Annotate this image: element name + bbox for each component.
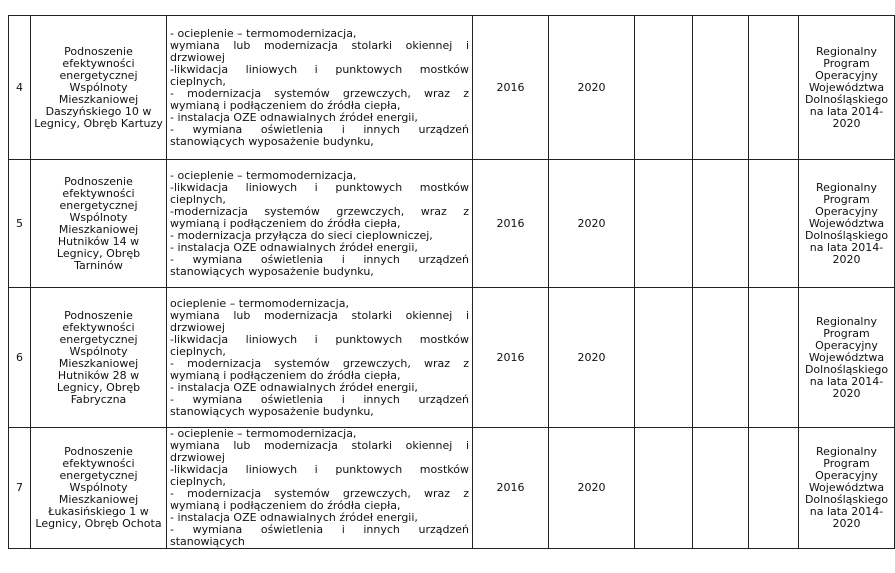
row-number: 5	[9, 160, 31, 288]
project-name: Podnoszenie efektywności energetycznej Wspólnoty Mieszkaniowej Hutników 14 w Legnicy, Obręb Tarninów	[31, 160, 167, 288]
scope-item: -modernizacja systemów grzewczych, wraz z wymianą i podłączeniem do źródła ciepła,	[170, 204, 469, 230]
scope-item: -likwidacja liniowych i punktowych mostków cieplnych,	[170, 463, 469, 488]
project-scope	[167, 288, 473, 428]
empty-cell	[693, 160, 749, 288]
scope-item: - modernizacja systemów grzewczych, wraz z wymianą i podłączeniem do źródła ciepła,	[170, 356, 469, 382]
year-end: 2020	[549, 288, 635, 428]
empty-cell	[693, 428, 749, 549]
year-end: 2020	[549, 428, 635, 549]
table-row	[9, 16, 895, 160]
scope-item: - wymiana oświetlenia i innych urządzeń stanowiących	[170, 523, 469, 548]
scope-item: -likwidacja liniowych i punktowych mostków cieplnych,	[170, 332, 469, 358]
row-number: 4	[9, 16, 31, 160]
scope-item: - modernizacja systemów grzewczych, wraz z wymianą i podłączeniem do źródła ciepła,	[170, 487, 469, 512]
scope-item: - instalacja OZE odnawialnych źródeł energii,	[170, 380, 418, 394]
empty-cell	[749, 288, 799, 428]
funding-source: Regionalny Program Operacyjny Województwa Dolnośląskiego na lata 2014-2020	[799, 288, 895, 428]
scope-item: - ocieplenie – termomodernizacja,	[170, 168, 357, 182]
row-number: 7	[9, 428, 31, 549]
scope-item: wymiana lub modernizacja stolarki okiennej i drzwiowej	[170, 439, 469, 464]
scope-item: - modernizacja przyłącza do sieci cieplowniczej,	[170, 228, 433, 242]
scope-item: wymiana lub modernizacja stolarki okiennej i drzwiowej	[170, 38, 469, 64]
project-scope	[167, 160, 473, 288]
scope-item: - wymiana oświetlenia i innych urządzeń stanowiących wyposażenie budynku,	[170, 122, 469, 148]
scope-item: - modernizacja systemów grzewczych, wraz z wymianą i podłączeniem do źródła ciepła,	[170, 86, 469, 112]
scope-item: -likwidacja liniowych i punktowych mostków cieplnych,	[170, 180, 469, 206]
scope-item: - wymiana oświetlenia i innych urządzeń stanowiących wyposażenie budynku,	[170, 392, 469, 418]
table-row	[9, 288, 895, 428]
empty-cell	[635, 160, 693, 288]
scope-item: - ocieplenie – termomodernizacja,	[170, 427, 357, 440]
empty-cell	[635, 16, 693, 160]
scope-item: -likwidacja liniowych i punktowych mostków cieplnych,	[170, 62, 469, 88]
year-start: 2016	[473, 16, 549, 160]
scope-item: - instalacja OZE odnawialnych źródeł energii,	[170, 511, 418, 524]
empty-cell	[635, 428, 693, 549]
scope-item: - instalacja OZE odnawialnych źródeł energii,	[170, 240, 418, 254]
project-name: Podnoszenie efektywności energetycznej Wspólnoty Mieszkaniowej Łukasińskiego 1 w Legnicy, Obręb Ochota	[31, 428, 167, 549]
empty-cell	[749, 16, 799, 160]
year-end: 2020	[549, 160, 635, 288]
funding-source: Regionalny Program Operacyjny Województwa Dolnośląskiego na lata 2014-2020	[799, 428, 895, 549]
scope-item: - ocieplenie – termomodernizacja,	[170, 26, 357, 40]
project-scope	[167, 16, 473, 160]
funding-source: Regionalny Program Operacyjny Województwa Dolnośląskiego na lata 2014-2020	[799, 160, 895, 288]
empty-cell	[635, 288, 693, 428]
empty-cell	[749, 160, 799, 288]
scope-item: - instalacja OZE odnawialnych źródeł energii,	[170, 110, 418, 124]
empty-cell	[693, 288, 749, 428]
project-name: Podnoszenie efektywności energetycznej Wspólnoty Mieszkaniowej Daszyńskiego 10 w Legnicy, Obręb Kartuzy	[31, 16, 167, 160]
table-row	[9, 428, 895, 549]
table-row	[9, 160, 895, 288]
empty-cell	[749, 428, 799, 549]
scope-item: ocieplenie – termomodernizacja,	[170, 296, 349, 310]
year-start: 2016	[473, 160, 549, 288]
year-end: 2020	[549, 16, 635, 160]
year-start: 2016	[473, 428, 549, 549]
funding-source: Regionalny Program Operacyjny Województwa Dolnośląskiego na lata 2014-2020	[799, 16, 895, 160]
project-name: Podnoszenie efektywności energetycznej Wspólnoty Mieszkaniowej Hutników 28 w Legnicy, Obręb Fabryczna	[31, 288, 167, 428]
year-start: 2016	[473, 288, 549, 428]
table-body	[9, 16, 895, 549]
scope-item: wymiana lub modernizacja stolarki okiennej i drzwiowej	[170, 308, 469, 334]
project-scope	[167, 428, 473, 549]
empty-cell	[693, 16, 749, 160]
scope-item: - wymiana oświetlenia i innych urządzeń stanowiących wyposażenie budynku,	[170, 252, 469, 278]
row-number: 6	[9, 288, 31, 428]
projects-table	[8, 15, 895, 549]
